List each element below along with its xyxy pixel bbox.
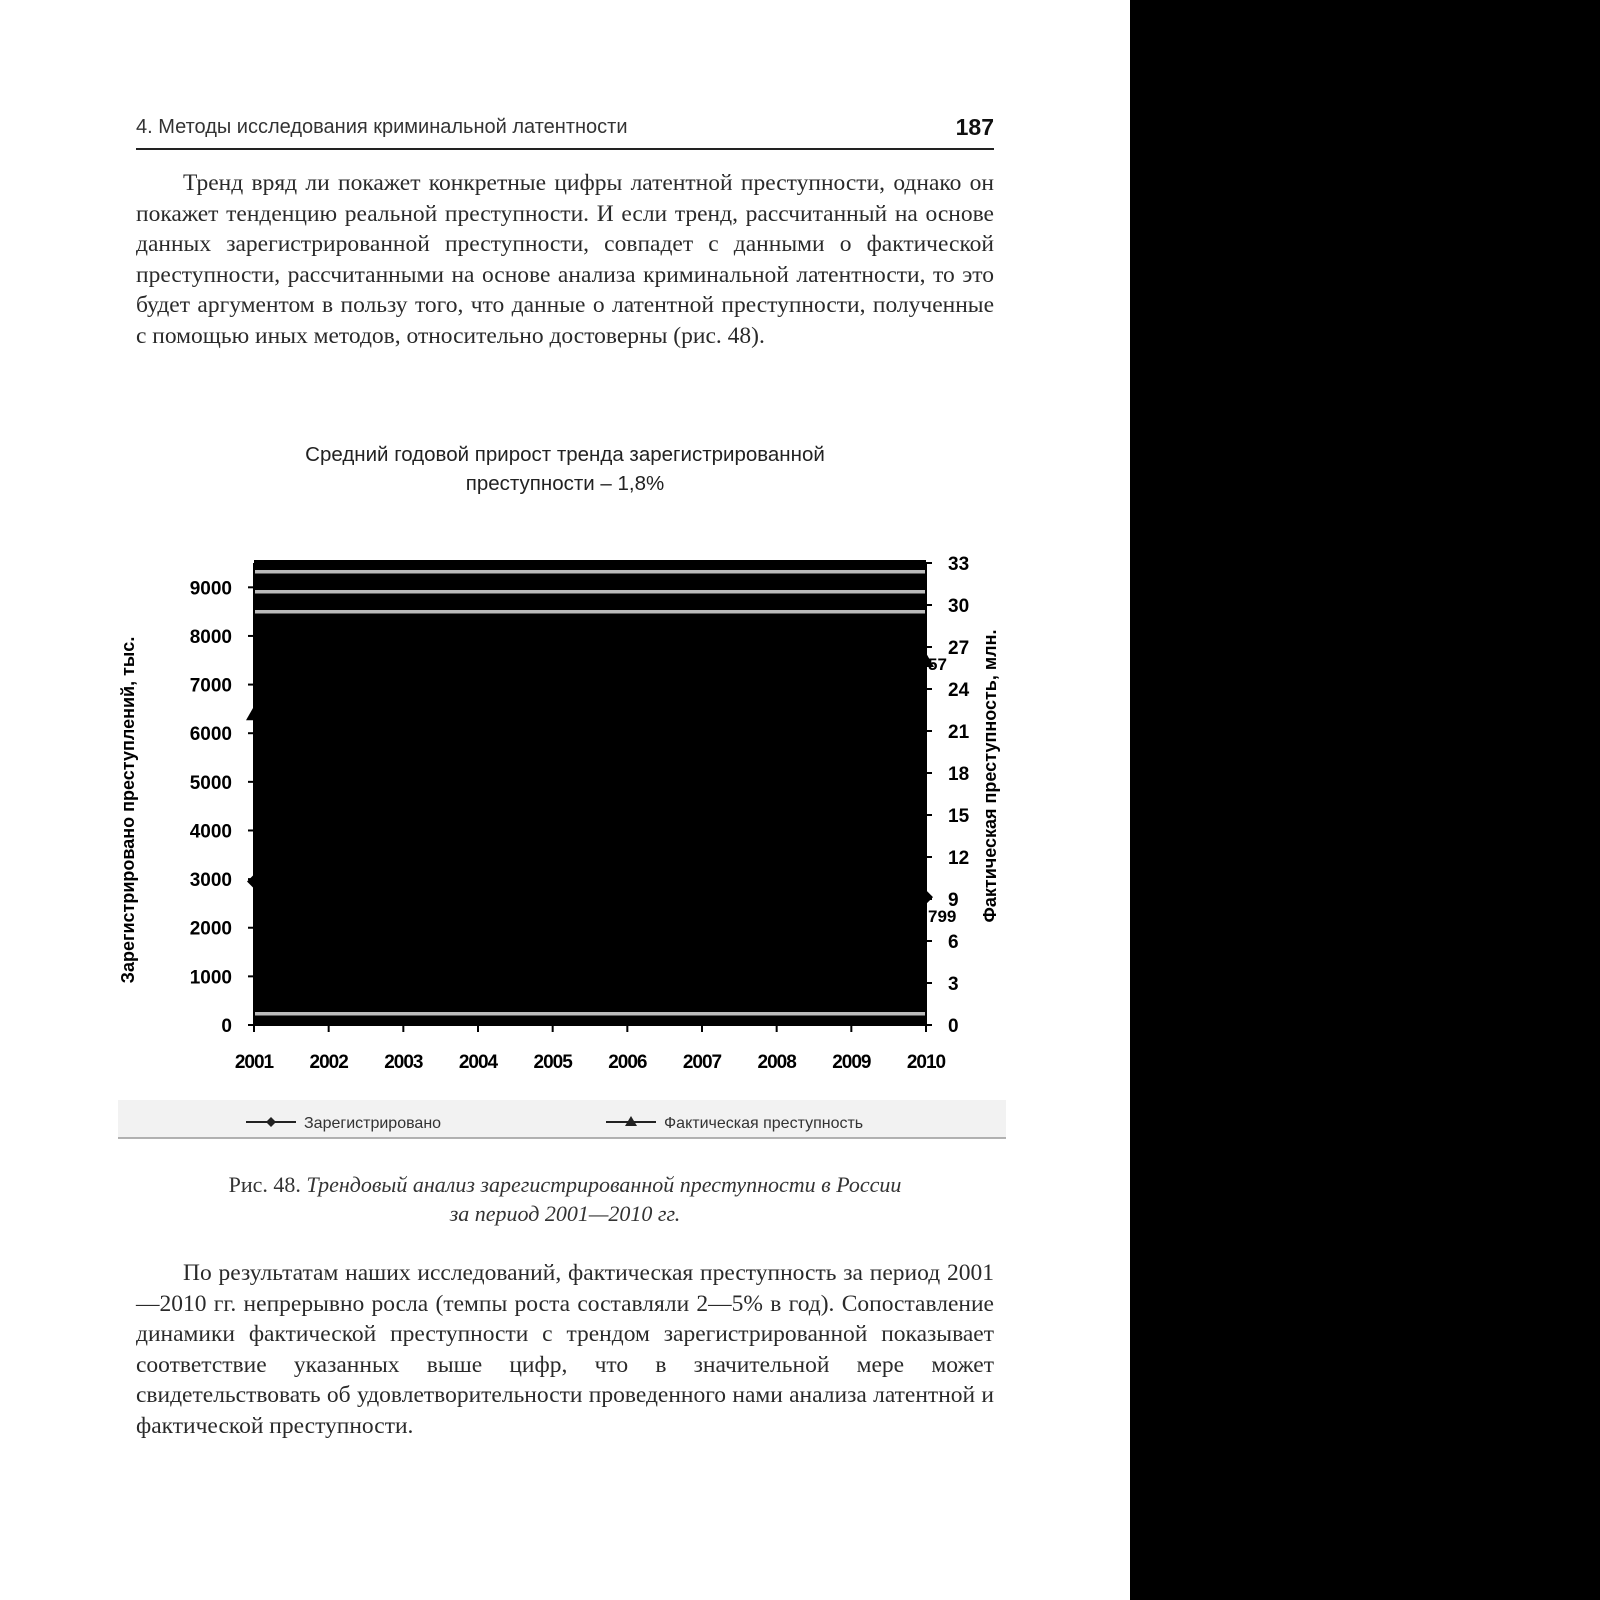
caption-text-2: за период 2001—2010 гг.	[449, 1201, 681, 1226]
y-tick-label-right: 30	[948, 596, 970, 617]
x-tick-label: 2004	[458, 1052, 498, 1073]
data-label: 57	[928, 655, 947, 674]
x-tick-label: 2003	[384, 1052, 423, 1073]
caption-text-1: Трендовый анализ зарегистрированной преступности в России	[306, 1172, 902, 1197]
chart-title-line-2: преступности – 1,8%	[465, 472, 665, 495]
y-tick-label-right: 33	[948, 554, 970, 575]
y-tick-label-right: 6	[948, 932, 959, 953]
y-tick-label-left: 4000	[189, 821, 232, 843]
paragraph-1: Тренд вряд ли покажет конкретные цифры латентной преступности, однако он покажет тенденцию реальной преступности. И если тренд, рассчитанный на основе данных зарегистрированной преступности, совпадет с данными о фактической преступности, рассчитанными на основе анализа криминальной латентности, то это будет аргументом в пользу того, что данные о латентной преступности, полученные с помощью иных методов, относительно достоверны (рис. 48).	[136, 170, 994, 349]
x-tick-label: 2009	[832, 1052, 871, 1073]
plot-stripe-top-1	[254, 590, 926, 594]
plot-stripe-top-2	[254, 610, 926, 614]
x-tick-label: 2002	[309, 1052, 348, 1073]
y-tick-label-left: 6000	[189, 724, 232, 746]
x-tick-label: 2005	[533, 1052, 572, 1073]
page-number: 187	[955, 114, 994, 140]
y-tick-label-right: 18	[948, 764, 970, 785]
y-tick-label-right: 21	[948, 722, 970, 743]
trend-chart	[0, 540, 1020, 1140]
y-tick-label-right: 24	[948, 680, 970, 701]
y-tick-label-right: 12	[948, 848, 970, 869]
y-tick-label-left: 9000	[189, 578, 232, 600]
y-tick-label-left: 8000	[189, 626, 232, 648]
plot-stripe-top-0	[254, 570, 926, 574]
y-tick-label-left: 5000	[189, 772, 232, 794]
y-tick-label-right: 27	[948, 638, 970, 659]
y-axis-title-right: Фактическая преступность, млн.	[980, 629, 1000, 923]
y-tick-label-left: 1000	[189, 967, 232, 989]
y-tick-label-right: 15	[948, 806, 970, 827]
running-head: 4. Методы исследования криминальной латентности	[136, 116, 628, 138]
chart-title-line-1: Средний годовой прирост тренда зарегистрированной	[305, 443, 825, 466]
y-tick-label-right: 9	[948, 890, 959, 911]
y-tick-label-left: 0	[221, 1016, 232, 1037]
y-tick-label-left: 2000	[189, 918, 232, 940]
y-tick-label-left: 3000	[189, 870, 232, 892]
data-label: 799	[928, 907, 957, 926]
y-axis-title-left: Зарегистрировано преступлений, тыс.	[118, 636, 138, 984]
plot-area	[254, 560, 926, 1025]
y-tick-label-left: 7000	[189, 675, 232, 697]
legend-label-actual: Фактическая преступность	[664, 1115, 864, 1132]
black-side-panel	[1130, 0, 1600, 1600]
x-tick-label: 2010	[906, 1052, 946, 1073]
paragraph-2: По результатам наших исследований, фактическая преступность за период 2001—2010 гг. непрерывно росла (темпы роста составляли 2—5% в год). Сопоставление динамики фактической преступности с трендом зарегистрированной показывает соответствие указанных выше цифр, что в значительной мере может свидетельствовать об удовлетворительности проведенного нами анализа латентной и фактической преступности.	[136, 1260, 994, 1439]
legend-box	[118, 1100, 1006, 1138]
plot-stripe-bottom	[254, 1012, 926, 1016]
x-tick-label: 2008	[757, 1052, 796, 1073]
x-tick-label: 2006	[608, 1052, 647, 1073]
y-tick-label-right: 3	[948, 974, 959, 995]
x-tick-label: 2001	[234, 1052, 274, 1073]
x-tick-label: 2007	[682, 1052, 722, 1073]
legend-label-registered: Зарегистрировано	[304, 1115, 442, 1132]
page-header	[136, 112, 994, 150]
figure-caption	[136, 1170, 994, 1228]
chart-title	[200, 440, 930, 498]
y-tick-label-right: 0	[948, 1016, 959, 1037]
caption-lead: Рис. 48.	[228, 1172, 301, 1197]
